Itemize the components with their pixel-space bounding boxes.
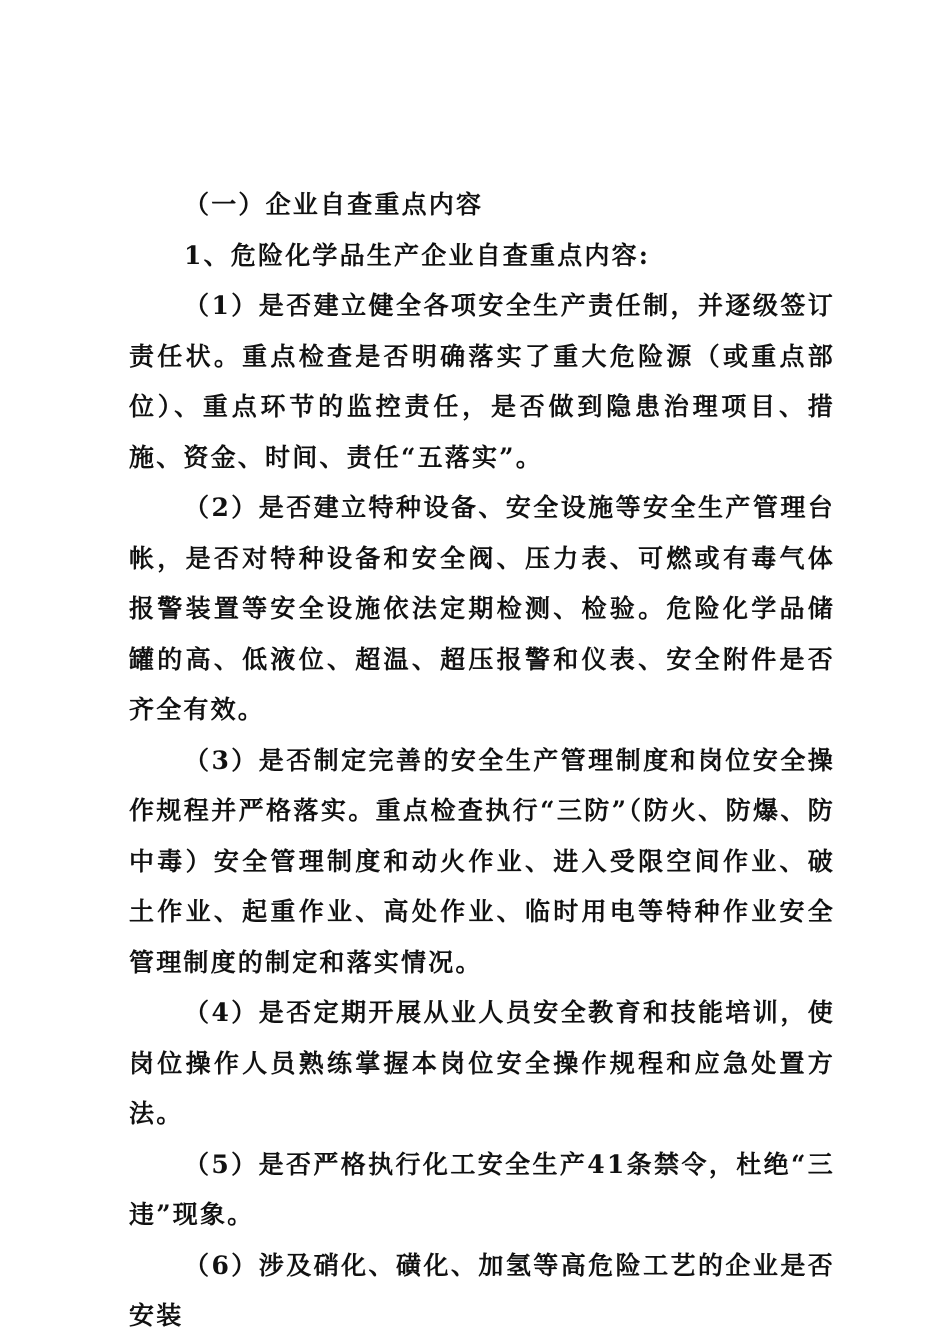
paragraph-item-2: （2）是否建立特种设备、安全设施等安全生产管理台帐，是否对特种设备和安全阀、压力表、可燃或有毒气体报警装置等安全设施依法定期检测、检验。危险化学品储罐的高、低液位、超温、超压报警和仪表、安全附件是否齐全有效。 <box>129 493 835 724</box>
document-body <box>129 180 835 1342</box>
paragraph-item-4: （4）是否定期开展从业人员安全教育和技能培训，使岗位操作人员熟练掌握本岗位安全操作规程和应急处置方法。 <box>129 998 835 1128</box>
paragraph-item-3: （3）是否制定完善的安全生产管理制度和岗位安全操作规程并严格落实。重点检查执行“三防”（防火、防爆、防中毒）安全管理制度和动火作业、进入受限空间作业、破土作业、起重作业、高处作业、临时用电等特种作业安全管理制度的制定和落实情况。 <box>129 745 835 977</box>
paragraph-item-5: （5）是否严格执行化工安全生产41条禁令，杜绝“三违”现象。 <box>129 1149 835 1229</box>
paragraph-item-1: （1）是否建立健全各项安全生产责任制，并逐级签订责任状。重点检查是否明确落实了重大危险源（或重点部位）、重点环节的监控责任，是否做到隐患治理项目、措施、资金、时间、责任“五落实”。 <box>129 291 835 472</box>
section-heading: （一）企业自查重点内容 <box>184 190 484 219</box>
paragraph-item-6: （6）涉及硝化、磺化、加氢等高危险工艺的企业是否安装 <box>129 1250 835 1330</box>
subsection-heading: 1、危险化学品生产企业自查重点内容: <box>184 240 651 270</box>
